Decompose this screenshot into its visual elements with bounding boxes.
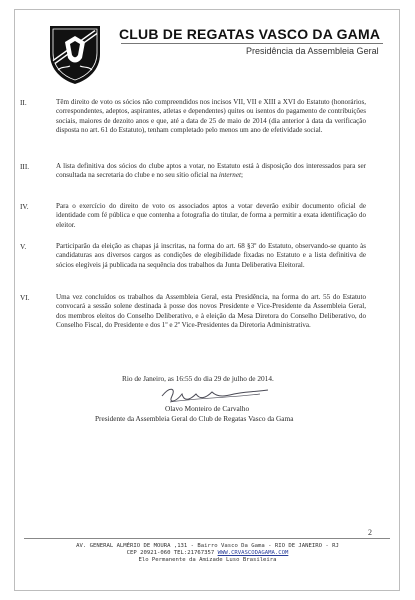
footer-address: AV. GENERAL ALMÉRIO DE MOURA ,131 - Bairro Vasco Da Gama - RIO DE JANEIRO - RJ <box>76 543 339 549</box>
article-text: A lista definitiva dos sócios do clube aptos a votar, no Estatuto está à disposição dos interessados para ser consultada na secretaria do clube e no seu sítio oficial na internet; <box>56 162 366 180</box>
club-title: CLUB DE REGATAS VASCO DA GAMA <box>119 26 381 42</box>
footer-divider <box>24 538 390 539</box>
article-text: Uma vez concluídos os trabalhos da Assembleia Geral, esta Presidência, na forma do art. 55 do Estatuto convocará a sessão solene destinada à posse dos novos Presidente e Vice-Presidente da Assembleia Geral, dos membros eleitos do Conselho Deliberativo, e à eleição da Mesa Diretora do Conselho Deliberativo, do Conselho Fiscal, do Presidente e dos 1º e 2º Vice-Presidentes da Diretoria Administrativa. <box>56 293 366 330</box>
club-crest-logo <box>48 24 102 86</box>
footer-cep-tel: CEP 20921-060 TEL:21767357 <box>126 550 215 556</box>
article-item-iv <box>20 202 366 230</box>
article-number: IV. <box>20 202 29 211</box>
article-text: Têm direito de voto os sócios não compreendidos nos incisos VII, VII e XIII a XVI do Estatuto (honorários, correspondentes, adeptos, aspirantes, atletas e dependentes) quites ou isentos do pagamento de contribuições sociais, maiores de dezoito anos e que, até a data de 25 de maio de 2014 (dia anterior à data da verificação disposta no art. 61 do Estatuto), tenham completado pelo menos um ano de efetividade social. <box>56 98 366 135</box>
website-link[interactable]: WWW.CRVASCODAGAMA.COM <box>217 550 289 556</box>
article-number: VI. <box>20 293 30 302</box>
assembly-subtitle: Presidência da Assembleia Geral <box>246 46 379 56</box>
article-number: V. <box>20 242 27 251</box>
signer-name: Olavo Monteiro de Carvalho <box>165 404 250 413</box>
article-item-v <box>20 242 366 270</box>
header-divider <box>121 43 383 44</box>
article-number: III. <box>20 162 30 171</box>
article-number: II. <box>20 98 27 107</box>
signer-role: Presidente da Assembleia Geral do Club de Regatas Vasco da Gama <box>95 414 294 423</box>
footer-motto: Elo Permanente da Amizade Luso Brasileira <box>138 557 277 563</box>
article-item-iii <box>20 162 366 181</box>
page-number: 2 <box>368 528 372 537</box>
date-line: Rio de Janeiro, as 16:55 do dia 29 de julho de 2014. <box>122 374 274 383</box>
article-item-vi <box>20 293 366 331</box>
footer-contact-line <box>0 550 415 556</box>
article-text: Participarão da eleição as chapas já inscritas, na forma do art. 68 §3º do Estatuto, observando-se quanto às candidaturas aos diversos cargos as condições de elegibilidade fixadas no Estatuto e a lista definitiva de sócios elegíveis já publicada na sequência dos trabalhos da Junta Deliberativa Eleitoral. <box>56 242 366 269</box>
article-text: Para o exercício do direito de voto os associados aptos a votar deverão exibir documento oficial de identidade com fé pública e que contenha a fotografia do titular, de forma a permitir a exata identificação do eleitor. <box>56 202 366 229</box>
article-item-ii <box>20 98 366 136</box>
